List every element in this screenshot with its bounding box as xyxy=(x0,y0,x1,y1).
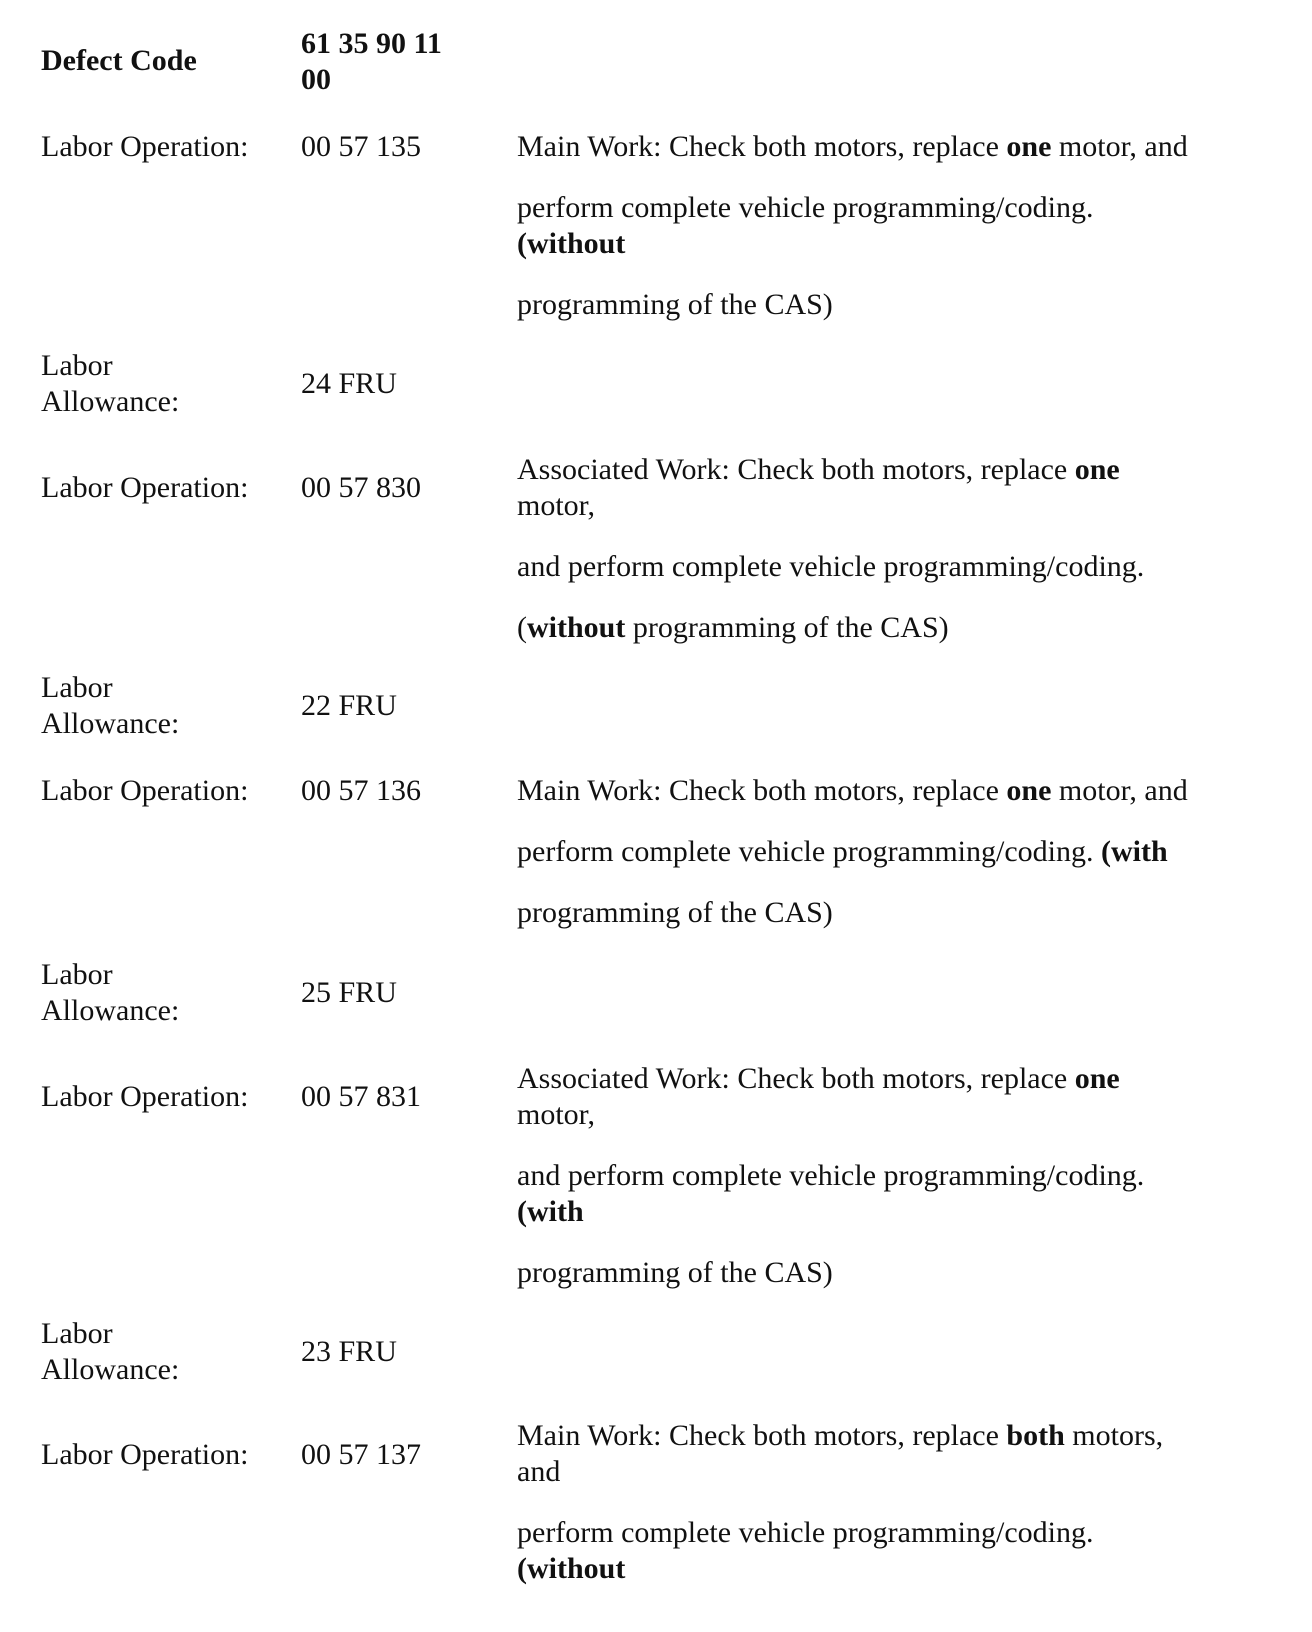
work-description-line: and perform complete vehicle programming/coding. xyxy=(517,550,1145,583)
work-description-line xyxy=(517,773,1188,809)
desc-emphasis: one xyxy=(1074,453,1120,486)
labor-allowance-label-line1: Labor xyxy=(41,349,113,382)
work-description-line: motor, xyxy=(517,489,595,522)
desc-text: Associated Work: Check both motors, replace xyxy=(517,1062,1075,1095)
work-description-line: motor, xyxy=(517,1098,595,1131)
desc-emphasis: with xyxy=(527,1195,584,1228)
desc-text: Main Work: Check both motors, replace xyxy=(517,130,1007,163)
desc-text: Associated Work: Check both motors, replace xyxy=(517,453,1075,486)
labor-allowance-value: 25 FRU xyxy=(301,976,397,1009)
labor-allowance-label-line1: Labor xyxy=(41,671,113,704)
work-description-line xyxy=(517,610,949,646)
desc-emphasis: (with xyxy=(1100,835,1168,868)
labor-operation-label: Labor Operation: xyxy=(41,130,249,163)
labor-allowance-value: 22 FRU xyxy=(301,689,397,722)
desc-text: Main Work: Check both motors, replace xyxy=(517,774,1007,807)
work-description-line xyxy=(517,834,1168,870)
desc-text: perform complete vehicle programming/coding. xyxy=(517,835,1101,868)
desc-emphasis: without xyxy=(527,611,626,644)
labor-operation-label: Labor Operation: xyxy=(41,1080,249,1113)
desc-emphasis: without xyxy=(527,1552,626,1585)
work-description-line: perform complete vehicle programming/coding. xyxy=(517,1516,1094,1549)
defect-code-value-line1: 61 35 90 11 xyxy=(301,27,442,60)
work-description-line: programming of the CAS) xyxy=(517,288,833,321)
labor-operation-code: 00 57 137 xyxy=(301,1438,421,1471)
desc-text: ( xyxy=(517,227,527,260)
desc-emphasis: one xyxy=(1006,774,1052,807)
work-description-line xyxy=(517,1061,1120,1097)
desc-text: programming of the CAS) xyxy=(625,611,949,644)
work-description-line xyxy=(517,1551,625,1587)
labor-operation-label: Labor Operation: xyxy=(41,1438,249,1471)
desc-emphasis: one xyxy=(1006,130,1052,163)
work-description-line xyxy=(517,226,625,262)
labor-operation-code: 00 57 830 xyxy=(301,471,421,504)
desc-text: ( xyxy=(517,611,527,644)
desc-text: motor, and xyxy=(1051,130,1188,163)
work-description-line: and xyxy=(517,1455,561,1488)
work-description-line: programming of the CAS) xyxy=(517,1256,833,1289)
labor-allowance-label-line2: Allowance: xyxy=(41,994,180,1027)
desc-text: motor, and xyxy=(1051,774,1188,807)
labor-allowance-label-line2: Allowance: xyxy=(41,707,180,740)
labor-allowance-label-line2: Allowance: xyxy=(41,385,180,418)
work-description-line xyxy=(517,1194,584,1230)
labor-operation-code: 00 57 135 xyxy=(301,130,421,163)
labor-allowance-value: 23 FRU xyxy=(301,1335,397,1368)
work-description-line xyxy=(517,129,1188,165)
labor-allowance-label-line1: Labor xyxy=(41,958,113,991)
desc-text: ( xyxy=(517,1552,527,1585)
work-description-line xyxy=(517,452,1120,488)
work-description-line xyxy=(517,1418,1163,1454)
work-description-line: and perform complete vehicle programming/coding. xyxy=(517,1159,1145,1192)
work-description-line: perform complete vehicle programming/coding. xyxy=(517,191,1094,224)
labor-operation-code: 00 57 136 xyxy=(301,774,421,807)
desc-emphasis: without xyxy=(527,227,626,260)
desc-text: motors, xyxy=(1064,1419,1164,1452)
defect-code-label: Defect Code xyxy=(41,44,197,77)
labor-allowance-label-line1: Labor xyxy=(41,1317,113,1350)
desc-emphasis: both xyxy=(1006,1419,1065,1452)
labor-operation-code: 00 57 831 xyxy=(301,1080,421,1113)
desc-emphasis: one xyxy=(1074,1062,1120,1095)
desc-text: ( xyxy=(517,1195,527,1228)
labor-allowance-label-line2: Allowance: xyxy=(41,1353,180,1386)
labor-operation-label: Labor Operation: xyxy=(41,774,249,807)
desc-text: Main Work: Check both motors, replace xyxy=(517,1419,1007,1452)
defect-code-value-line2: 00 xyxy=(301,63,331,96)
labor-operation-label: Labor Operation: xyxy=(41,471,249,504)
labor-allowance-value: 24 FRU xyxy=(301,367,397,400)
work-description-line: programming of the CAS) xyxy=(517,896,833,929)
